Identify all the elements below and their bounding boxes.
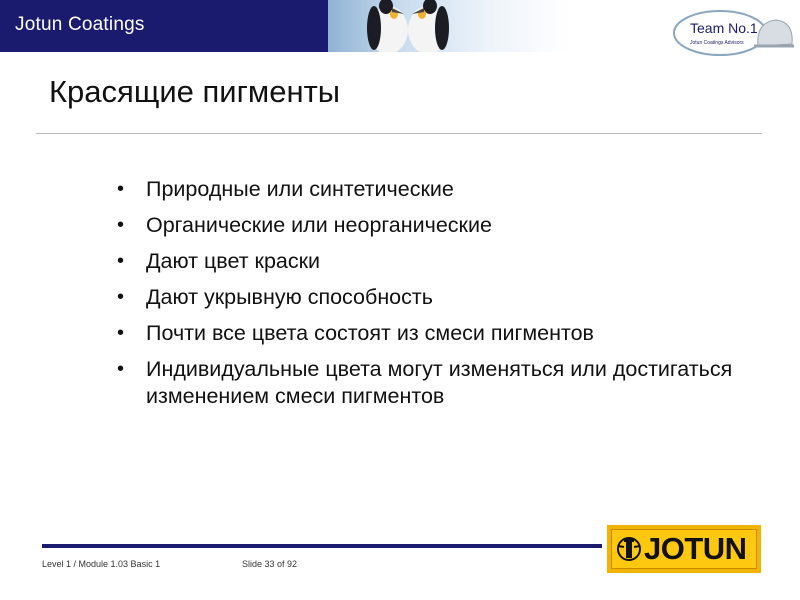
bullet-item: • Дают укрывную способность: [116, 284, 756, 311]
bullet-item: • Индивидуальные цвета могут изменяться или достигаться изменением смеси пигментов: [116, 356, 756, 410]
footer-module: Level 1 / Module 1.03 Basic 1: [42, 559, 161, 569]
penguins-photo: [328, 0, 490, 52]
logo-panel: [611, 529, 757, 569]
team-badge: [672, 8, 796, 63]
bullet-item: • Почти все цвета состоят из смеси пигментов: [116, 320, 756, 347]
bullet-list: [116, 176, 756, 419]
bullet-item: • Органические или неорганические: [116, 212, 756, 239]
lighthouse-icon: [616, 534, 642, 564]
header-bar: [0, 0, 328, 52]
header-fade: [490, 0, 570, 52]
brand-name: Jotun Coatings: [15, 14, 145, 35]
badge-title: Team No.1: [690, 20, 758, 36]
bullet-item: • Дают цвет краски: [116, 248, 756, 275]
bullet-item: • Природные или синтетические: [116, 176, 756, 203]
logo-wordmark: JOTUN: [644, 531, 747, 566]
title-divider: [36, 133, 762, 134]
jotun-logo: [607, 525, 761, 573]
penguins-icon: [328, 0, 490, 52]
slide-title: Красящие пигменты: [49, 74, 341, 109]
badge-subtitle: Jotun Coatings Advisors: [690, 40, 744, 46]
footer-divider: [42, 544, 602, 548]
footer-slide-number: Slide 33 of 92: [242, 559, 298, 569]
